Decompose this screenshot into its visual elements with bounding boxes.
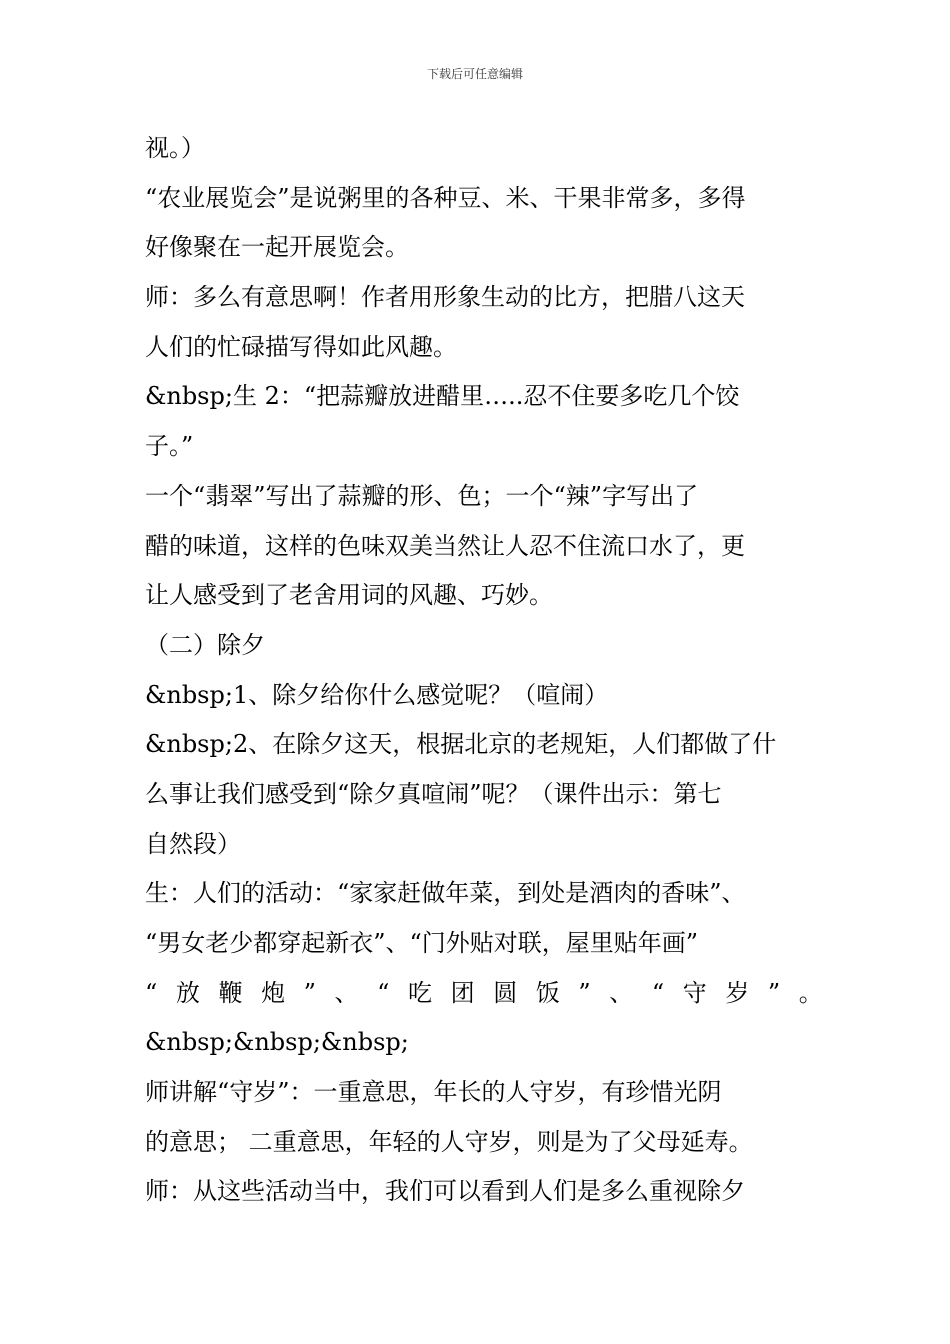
- justified-text-line: [145, 973, 823, 1023]
- text-line: 师：从这些活动当中，我们可以看到人们是多么重视除夕: [145, 1177, 745, 1206]
- glyph: 团: [450, 978, 475, 1007]
- glyph: “: [651, 978, 665, 1007]
- text-line: 醋的味道，这样的色味双美当然让人忍不住流口水了，更: [145, 531, 745, 560]
- text-line: “男女老少都穿起新衣”、“门外贴对联，屋里贴年画”: [145, 929, 699, 957]
- text-line: 生：人们的活动：“家家赶做年菜，到处是酒肉的香味”、: [145, 879, 746, 908]
- text-line: 子。”: [145, 432, 194, 461]
- glyph: ”: [767, 978, 781, 1007]
- text-line: &nbsp;2、在除夕这天，根据北京的老规矩，人们都做了什: [145, 730, 777, 759]
- document-body: [145, 128, 823, 1221]
- glyph: 鞭: [218, 978, 243, 1007]
- text-line: &nbsp;生 2：“把蒜瓣放进醋里…..忍不住要多吃几个饺: [145, 382, 740, 411]
- text-line: 么事让我们感受到“除夕真喧闹”呢？（课件出示：第七: [145, 779, 722, 808]
- text-line: 师讲解“守岁”：一重意思，年长的人守岁，有珍惜光阴: [145, 1078, 722, 1107]
- glyph: 饭: [535, 978, 560, 1007]
- glyph: “: [145, 978, 158, 1007]
- glyph: “: [377, 978, 390, 1007]
- text-line: 师：多么有意思啊！作者用形象生动的比方，把腊八这天: [145, 283, 745, 312]
- text-line: 人们的忙碌描写得如此风趣。: [145, 332, 457, 361]
- text-line: 好像聚在一起开展览会。: [145, 233, 409, 262]
- text-line: 让人感受到了老舍用词的风趣、巧妙。: [145, 581, 553, 610]
- glyph: ”: [578, 978, 591, 1007]
- glyph: 守: [682, 978, 707, 1007]
- text-line: &nbsp;&nbsp;&nbsp;: [145, 1028, 409, 1057]
- glyph: ”: [303, 978, 316, 1007]
- glyph: 、: [609, 978, 634, 1007]
- text-line: &nbsp;1、除夕给你什么感觉呢？（喧闹）: [145, 680, 609, 709]
- glyph: 吃: [408, 978, 432, 1007]
- glyph: 岁: [725, 978, 750, 1007]
- glyph: 、: [334, 978, 359, 1007]
- glyph: 炮: [261, 978, 286, 1007]
- text-line: 一个“翡翠”写出了蒜瓣的形、色；一个“辣”字写出了: [145, 481, 699, 510]
- glyph: 放: [175, 978, 200, 1007]
- text-line: 视。）: [145, 134, 205, 162]
- text-line: 自然段）: [145, 829, 241, 858]
- page-header: 下载后可任意编辑: [426, 67, 523, 81]
- section-heading: （二）除夕: [145, 630, 265, 659]
- glyph: 圆: [493, 978, 518, 1007]
- glyph: 。: [798, 978, 823, 1007]
- text-line: 的意思； 二重意思，年轻的人守岁，则是为了父母延寿。: [145, 1127, 753, 1156]
- text-line: “农业展览会”是说粥里的各种豆、米、干果非常多，多得: [145, 183, 746, 212]
